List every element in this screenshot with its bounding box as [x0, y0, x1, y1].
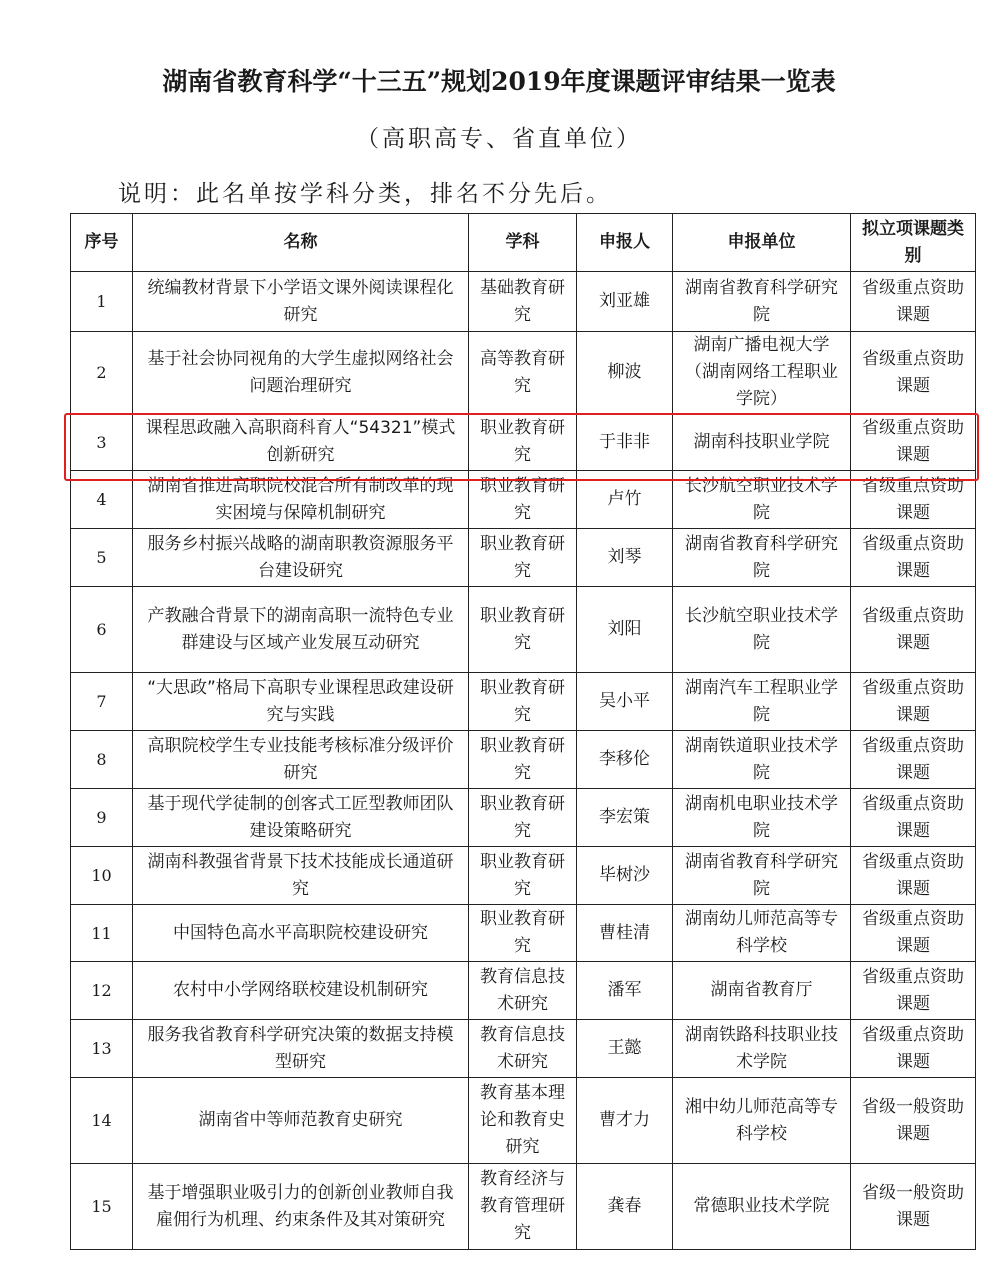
row-subject: 职业教育研究: [469, 414, 577, 471]
row-applicant: 毕树沙: [577, 847, 673, 905]
row-subject: 职业教育研究: [469, 587, 577, 673]
row-unit: 长沙航空职业技术学院: [673, 587, 851, 673]
row-subject: 职业教育研究: [469, 731, 577, 789]
row-unit: 湖南省教育厅: [673, 962, 851, 1020]
row-applicant: 刘琴: [577, 529, 673, 587]
row-applicant: 柳波: [577, 332, 673, 414]
row-subject: 职业教育研究: [469, 673, 577, 731]
row-applicant: 曹桂清: [577, 905, 673, 962]
row-unit: 湖南省教育科学研究院: [673, 847, 851, 905]
table-row: [71, 847, 976, 905]
row-subject: 高等教育研究: [469, 332, 577, 414]
row-category: 省级重点资助课题: [851, 905, 976, 962]
row-seq: 14: [71, 1078, 133, 1164]
row-seq: 4: [71, 471, 133, 529]
row-unit: 湖南科技职业学院: [673, 414, 851, 471]
header-category: 拟立项课题类别: [851, 214, 976, 272]
row-unit: 湖南汽车工程职业学院: [673, 673, 851, 731]
row-unit: 湘中幼儿师范高等专科学校: [673, 1078, 851, 1164]
row-applicant: 李宏策: [577, 789, 673, 847]
row-category: 省级重点资助课题: [851, 847, 976, 905]
row-seq: 3: [71, 414, 133, 471]
table-row: [71, 962, 976, 1020]
row-name: 服务乡村振兴战略的湖南职教资源服务平台建设研究: [133, 529, 469, 587]
row-applicant: 吴小平: [577, 673, 673, 731]
row-category: 省级重点资助课题: [851, 789, 976, 847]
row-subject: 职业教育研究: [469, 789, 577, 847]
row-category: 省级重点资助课题: [851, 272, 976, 332]
row-category: 省级重点资助课题: [851, 332, 976, 414]
table-row: [71, 1164, 976, 1250]
row-applicant: 卢竹: [577, 471, 673, 529]
header-seq: 序号: [71, 214, 133, 272]
row-name: 基于增强职业吸引力的创新创业教师自我雇佣行为机理、约束条件及其对策研究: [133, 1164, 469, 1250]
row-name: 基于社会协同视角的大学生虚拟网络社会问题治理研究: [133, 332, 469, 414]
row-seq: 11: [71, 905, 133, 962]
header-subject: 学科: [469, 214, 577, 272]
row-name: 课程思政融入高职商科育人“54321”模式创新研究: [133, 414, 469, 471]
table-row: [71, 332, 976, 414]
row-category: 省级重点资助课题: [851, 414, 976, 471]
row-unit: 湖南机电职业技术学院: [673, 789, 851, 847]
document-subtitle: （高职高专、省直单位）: [356, 126, 642, 152]
header-unit: 申报单位: [673, 214, 851, 272]
row-unit: 湖南铁路科技职业技术学院: [673, 1020, 851, 1078]
row-applicant: 李移伦: [577, 731, 673, 789]
row-applicant: 刘亚雄: [577, 272, 673, 332]
row-name: 服务我省教育科学研究决策的数据支持模型研究: [133, 1020, 469, 1078]
row-seq: 12: [71, 962, 133, 1020]
row-seq: 1: [71, 272, 133, 332]
row-unit: 常德职业技术学院: [673, 1164, 851, 1250]
table-row: [71, 731, 976, 789]
row-name: 统编教材背景下小学语文课外阅读课程化研究: [133, 272, 469, 332]
row-subject: 教育基本理论和教育史研究: [469, 1078, 577, 1164]
row-seq: 8: [71, 731, 133, 789]
row-seq: 9: [71, 789, 133, 847]
row-seq: 13: [71, 1020, 133, 1078]
row-name: 基于现代学徒制的创客式工匠型教师团队建设策略研究: [133, 789, 469, 847]
table-row: [71, 529, 976, 587]
row-unit: 湖南幼儿师范高等专科学校: [673, 905, 851, 962]
row-applicant: 曹才力: [577, 1078, 673, 1164]
row-unit: 湖南铁道职业技术学院: [673, 731, 851, 789]
row-category: 省级重点资助课题: [851, 529, 976, 587]
row-category: 省级重点资助课题: [851, 962, 976, 1020]
table-body: [71, 272, 976, 1250]
row-name: 高职院校学生专业技能考核标准分级评价研究: [133, 731, 469, 789]
table-row: [71, 272, 976, 332]
row-category: 省级一般资助课题: [851, 1164, 976, 1250]
row-category: 省级重点资助课题: [851, 731, 976, 789]
document-title: 湖南省教育科学“十三五”规划2019年度课题评审结果一览表: [162, 67, 836, 96]
row-category: 省级重点资助课题: [851, 1020, 976, 1078]
table-row: [71, 414, 976, 471]
row-subject: 基础教育研究: [469, 272, 577, 332]
row-name: 产教融合背景下的湖南高职一流特色专业群建设与区域产业发展互动研究: [133, 587, 469, 673]
row-unit: 湖南广播电视大学（湖南网络工程职业学院）: [673, 332, 851, 414]
table-row: [71, 905, 976, 962]
header-name: 名称: [133, 214, 469, 272]
row-name: 湖南省中等师范教育史研究: [133, 1078, 469, 1164]
row-name: 湖南科教强省背景下技术技能成长通道研究: [133, 847, 469, 905]
row-seq: 2: [71, 332, 133, 414]
table-row: [71, 471, 976, 529]
row-category: 省级重点资助课题: [851, 471, 976, 529]
row-name: 农村中小学网络联校建设机制研究: [133, 962, 469, 1020]
header-applicant: 申报人: [577, 214, 673, 272]
row-subject: 教育信息技术研究: [469, 962, 577, 1020]
row-seq: 5: [71, 529, 133, 587]
row-applicant: 于非非: [577, 414, 673, 471]
row-applicant: 潘军: [577, 962, 673, 1020]
table-row: [71, 789, 976, 847]
row-name: 湖南省推进高职院校混合所有制改革的现实困境与保障机制研究: [133, 471, 469, 529]
row-seq: 15: [71, 1164, 133, 1250]
row-subject: 教育经济与教育管理研究: [469, 1164, 577, 1250]
row-name: 中国特色高水平高职院校建设研究: [133, 905, 469, 962]
row-applicant: 王懿: [577, 1020, 673, 1078]
table-row: [71, 673, 976, 731]
results-table: [70, 213, 976, 1250]
row-subject: 职业教育研究: [469, 905, 577, 962]
document-note: 说明：此名单按学科分类，排名不分先后。: [118, 181, 612, 207]
row-category: 省级重点资助课题: [851, 587, 976, 673]
table-row: [71, 587, 976, 673]
row-subject: 职业教育研究: [469, 847, 577, 905]
row-unit: 湖南省教育科学研究院: [673, 529, 851, 587]
row-seq: 10: [71, 847, 133, 905]
row-category: 省级重点资助课题: [851, 673, 976, 731]
table-row: [71, 1020, 976, 1078]
row-category: 省级一般资助课题: [851, 1078, 976, 1164]
row-unit: 长沙航空职业技术学院: [673, 471, 851, 529]
row-applicant: 刘阳: [577, 587, 673, 673]
row-subject: 职业教育研究: [469, 471, 577, 529]
row-subject: 教育信息技术研究: [469, 1020, 577, 1078]
row-subject: 职业教育研究: [469, 529, 577, 587]
table-row: [71, 1078, 976, 1164]
row-applicant: 龚春: [577, 1164, 673, 1250]
row-seq: 7: [71, 673, 133, 731]
table-header-row: [71, 214, 976, 272]
row-unit: 湖南省教育科学研究院: [673, 272, 851, 332]
row-name: “大思政”格局下高职专业课程思政建设研究与实践: [133, 673, 469, 731]
row-seq: 6: [71, 587, 133, 673]
